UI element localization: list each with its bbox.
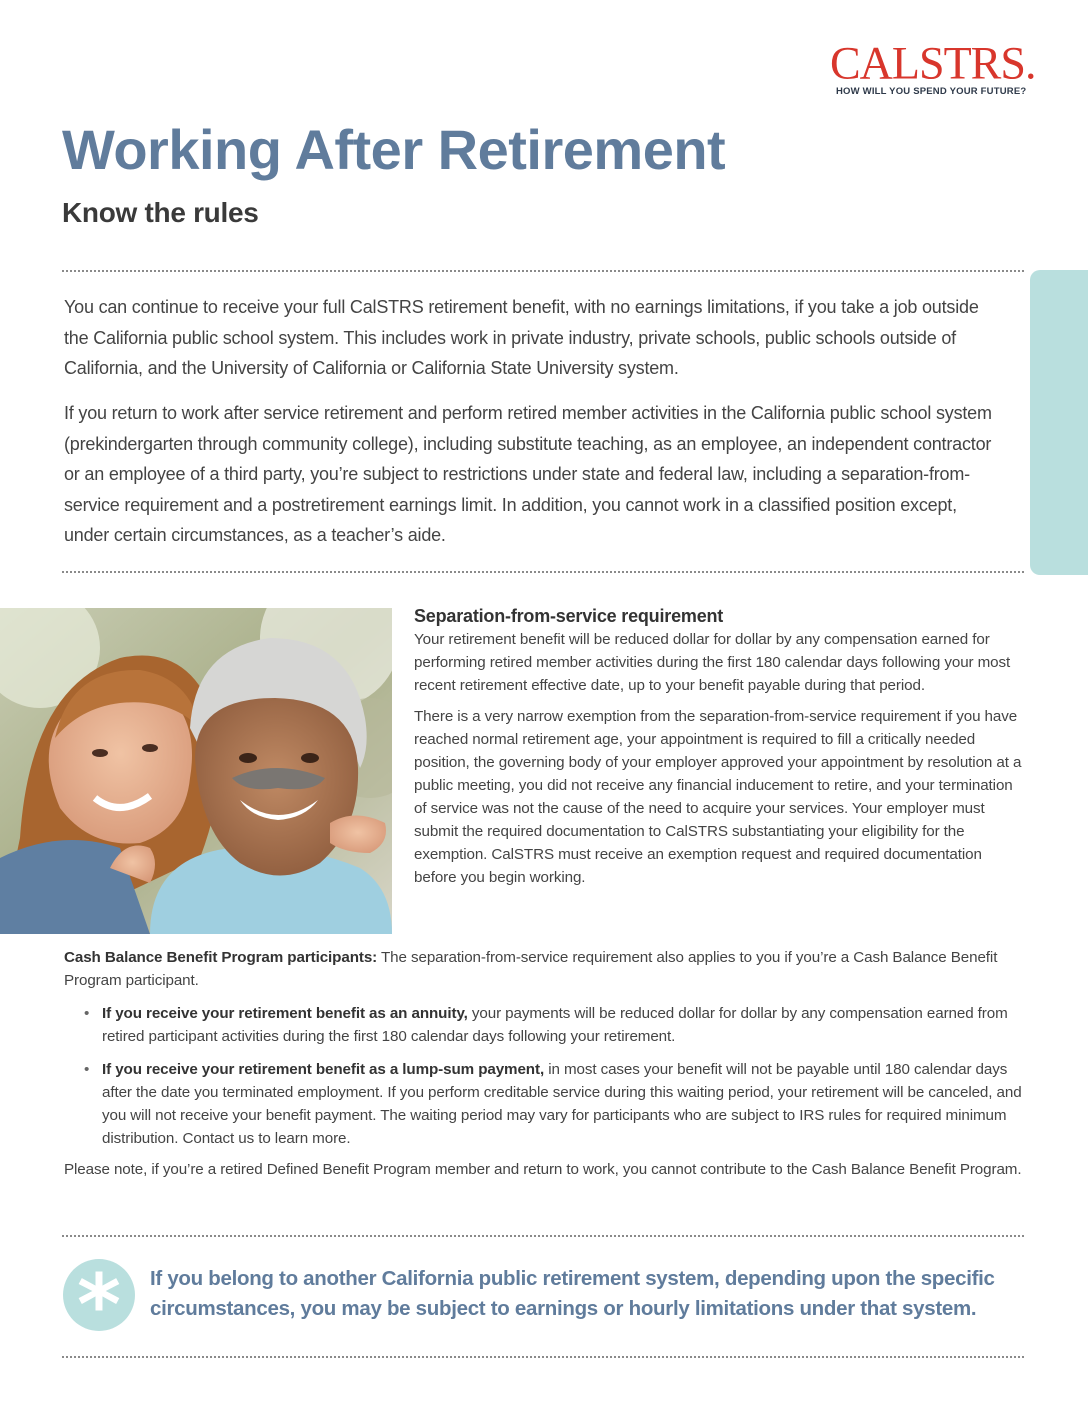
- asterisk-symbol: *: [77, 1256, 121, 1354]
- cash-balance-bullets: [84, 1002, 1024, 1150]
- callout-text: If you belong to another California public retirement system, depending upon the specific circumstances, you may be subject to earnings or hourly limitations under that system.: [150, 1267, 995, 1320]
- list-item: [84, 1002, 1024, 1048]
- intro-paragraph-1: You can continue to receive your full CalSTRS retirement benefit, with no earnings limitations, if you take a job outside the California public school system. This includes work in private industry, private schools, public schools outside of California, and the University of California or California State University system.: [64, 297, 979, 378]
- separation-heading: Separation-from-service requirement: [414, 606, 724, 626]
- separation-paragraph-1: Your retirement benefit will be reduced dollar for dollar by any compensation earned for performing retired member activities during the first 180 calendar days following your most recent retirement effective date, up to your benefit payable during that period.: [414, 631, 1011, 694]
- list-item: [84, 1058, 1024, 1150]
- cash-balance-text: The separation-from-service requirement also applies to you if you’re a Cash Balance Benefit Program participant.: [64, 949, 998, 989]
- separation-section: [414, 604, 1022, 889]
- bullet-text: in most cases your benefit will not be payable until 180 calendar days after the date you terminated employment. If you perform creditable service during this waiting period, your retirement will be canceled, and you will not receive your benefit payment. The waiting period may vary for participants who are subject to IRS rules for required minimum distribution. Contact us to learn more.: [102, 1061, 1022, 1147]
- bullet-lead: If you receive your retirement benefit as an annuity,: [102, 1005, 468, 1022]
- divider-middle: [62, 571, 1024, 573]
- decorative-side-tab: [1030, 270, 1088, 575]
- bullet-text: your payments will be reduced dollar for dollar by any compensation earned from retired participant activities during the first 180 calendar days following your retirement.: [102, 1005, 1008, 1045]
- please-note-paragraph: Please note, if you’re a retired Defined Benefit Program member and return to work, you cannot contribute to the Cash Balance Benefit Program.: [64, 1161, 1022, 1178]
- divider-bottom: [62, 1356, 1024, 1358]
- cash-balance-lead: Cash Balance Benefit Program participants:: [64, 949, 378, 966]
- page-title: Working After Retirement: [62, 118, 726, 181]
- retired-couple-photo: [0, 608, 392, 934]
- divider-lower: [62, 1235, 1024, 1237]
- logo-tagline: HOW WILL YOU SPEND YOUR FUTURE?: [836, 86, 1027, 97]
- asterisk-icon: [63, 1256, 135, 1354]
- intro-paragraph-2: If you return to work after service retirement and perform retired member activities in the California public school system (prekindergarten through community college), including substitute teaching, as an employee, an independent contractor or an employee of a third party, you’re subject to restrictions under state and federal law, including a separation-from-service requirement and a postretirement earnings limit. In addition, you cannot work in a classified position except, under certain circumstances, as a teacher’s aide.: [64, 403, 992, 545]
- calstrs-logo: [830, 36, 1036, 100]
- bullet-lead: If you receive your retirement benefit as a lump-sum payment,: [102, 1061, 545, 1078]
- page-subtitle: Know the rules: [62, 197, 259, 228]
- separation-paragraph-2: There is a very narrow exemption from the separation-from-service requirement if you have reached normal retirement age, your appointment is required to fill a critically needed position, the governing body of your employer approved your appointment by resolution at a public meeting, you did not receive any financial inducement to retire, and your termination of service was not the cause of the need to acquire your services. Your employer must submit the required documentation to CalSTRS substantiating your eligibility for the exemption. CalSTRS must receive an exemption request and required documentation before you begin working.: [414, 708, 1022, 886]
- divider-top: [62, 270, 1024, 272]
- cash-balance-intro: [64, 946, 1024, 992]
- logo-wordmark: CALSTRS.: [830, 36, 1036, 89]
